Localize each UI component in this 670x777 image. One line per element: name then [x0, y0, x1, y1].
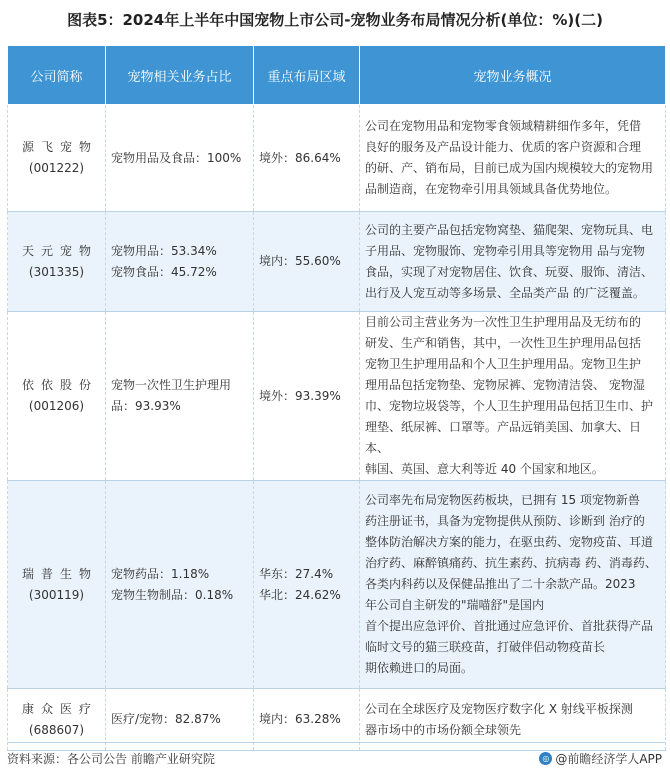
overview-cell-line: 药注册证书，具备为宠物提供从预防、诊断到 治疗的 — [365, 514, 645, 528]
company-name: 天元宠物 — [21, 243, 98, 258]
overview-cell — [360, 481, 666, 689]
company-code: (688607) — [28, 722, 85, 737]
company-cell — [8, 312, 106, 481]
data-table — [7, 45, 666, 751]
brand-credit — [539, 750, 662, 767]
brand-text: @前瞻经济学人APP — [555, 752, 662, 766]
overview-cell-line: 子用品、宠物服饰、宠物牵引用具等宠物用 品与宠物 — [365, 243, 645, 258]
source-note: 资料来源：各公司公告 前瞻产业研究院 — [7, 752, 215, 766]
ratio-cell-line: 宠物药品：1.18% — [111, 566, 210, 581]
company-code: (001206) — [28, 399, 85, 413]
overview-cell-line: 首个提出应急评价、首批通过应急评价、首批获得产品 — [365, 619, 654, 633]
overview-cell-line: 公司的主要产品包括宠物窝垫、猫爬架、宠物玩具、电 — [365, 222, 654, 237]
region-cell-line: 境外：93.39% — [259, 388, 341, 403]
overview-cell-line: 治疗药、麻醉镇痛药、抗生素药、抗病毒 药、消毒药、 — [365, 556, 657, 570]
company-code: (301335) — [28, 264, 85, 279]
ratio-cell-line: 宠物一次性卫生护理用 — [111, 378, 232, 392]
region-cell-line: 境内：55.60% — [259, 254, 341, 268]
ratio-cell — [106, 481, 254, 689]
overview-cell-line: 宠物卫生护理用品和个人卫生护理用品。宠物卫生护 — [365, 357, 642, 371]
overview-cell-line: 理垫、纸尿裤、口罩等。产品远销美国、加拿大、日本、 — [365, 420, 642, 455]
overview-cell-line: 品制造商，在宠物牵引用具领域具备优势地位。 — [365, 182, 618, 196]
overview-cell — [360, 105, 666, 212]
overview-cell-line: 器市场中的市场份额全球领先 — [365, 722, 522, 737]
table-header-row — [8, 46, 666, 105]
overview-cell-line: 临时文号的猫三联疫苗，打破伴侣动物疫苗长 — [365, 640, 606, 654]
overview-cell-line: 期依赖进口的局面。 — [365, 661, 474, 675]
company-name: 瑞普生物 — [21, 566, 98, 581]
ratio-cell — [106, 312, 254, 481]
ratio-cell-line: 宠物用品及食品：100% — [111, 150, 242, 165]
company-name: 康众医疗 — [21, 701, 98, 716]
overview-cell — [360, 212, 666, 312]
overview-cell-line: 出行及人宠互动等多场景、全品类产品 的广泛覆盖。 — [365, 285, 645, 300]
overview-cell-line: 理用品包括宠物垫、宠物尿裤、宠物清洁袋、 宠物湿 — [365, 378, 645, 392]
overview-cell-line: 年公司自主研发的"瑞喵舒"是国内 — [365, 598, 545, 612]
region-cell — [254, 105, 360, 212]
company-name: 依依股份 — [21, 378, 98, 392]
ratio-cell-line: 宠物食品：45.72% — [111, 264, 217, 279]
table-row — [8, 312, 666, 481]
overview-cell-line: 良好的服务及产品设计能力、优质的客户资源和合理 — [365, 140, 642, 154]
overview-cell-line: 公司在全球医疗及宠物医疗数字化 X 射线平板探测 — [365, 701, 633, 716]
overview-cell-line: 研发、生产和销售，其中，一次性卫生护理用品包括 — [365, 336, 642, 350]
company-name: 源飞宠物 — [21, 140, 98, 154]
overview-cell-line: 各类内科药以及保健品推出了二十余款产品。2023 — [365, 577, 636, 591]
header-region: 重点布局区域 — [254, 46, 360, 105]
header-overview: 宠物业务概况 — [360, 46, 666, 105]
ratio-cell — [106, 105, 254, 212]
ratio-cell-line: 宠物用品：53.34% — [111, 243, 217, 258]
table-row — [8, 212, 666, 312]
region-cell-line: 华东：27.4% — [259, 566, 334, 581]
region-cell — [254, 312, 360, 481]
region-cell-line: 境内：63.28% — [259, 712, 341, 726]
overview-cell — [360, 312, 666, 481]
header-ratio: 宠物相关业务占比 — [106, 46, 254, 105]
region-cell — [254, 212, 360, 312]
overview-cell-line: 公司率先布局宠物医药板块，已拥有 15 项宠物新兽 — [365, 493, 640, 507]
table-row — [8, 481, 666, 689]
region-cell-line: 境外：86.64% — [259, 150, 341, 165]
region-cell — [254, 481, 360, 689]
region-cell-line: 华北：24.62% — [259, 587, 341, 602]
overview-cell-line: 的研、产、销布局，目前已成为国内规模较大的宠物用 — [365, 161, 654, 175]
overview-cell-line: 巾、宠物垃圾袋等，个人卫生护理用品包括卫生巾、护 — [365, 399, 654, 413]
page-title: 图表5：2024年上半年中国宠物上市公司-宠物业务布局情况分析(单位：%)(二) — [67, 11, 603, 29]
overview-cell-line: 食品，实现了对宠物居住、饮食、玩耍、服饰、清洁、 — [365, 264, 654, 279]
ratio-cell-line: 宠物生物制品：0.18% — [111, 587, 234, 602]
ratio-cell-line: 品：93.93% — [111, 399, 181, 413]
ratio-cell — [106, 212, 254, 312]
company-cell — [8, 212, 106, 312]
overview-cell-line: 目前公司主营业务为一次性卫生护理用品及无纺布的 — [365, 315, 642, 329]
company-code: (300119) — [28, 587, 85, 602]
overview-cell-line: 公司在宠物用品和宠物零食领域精耕细作多年，凭借 — [365, 119, 642, 133]
header-company: 公司简称 — [8, 46, 106, 105]
overview-cell-line: 整体防治解决方案的能力，在驱虫药、宠物疫苗、耳道 — [365, 535, 654, 549]
table-row — [8, 105, 666, 212]
brand-logo-icon: ◎ — [539, 752, 552, 765]
company-cell — [8, 105, 106, 212]
overview-cell-line: 韩国、英国、意大利等近 40 个国家和地区。 — [365, 462, 604, 476]
company-code: (001222) — [28, 161, 85, 175]
divider — [7, 742, 665, 743]
company-cell — [8, 481, 106, 689]
ratio-cell-line: 医疗/宠物：82.87% — [111, 712, 221, 726]
